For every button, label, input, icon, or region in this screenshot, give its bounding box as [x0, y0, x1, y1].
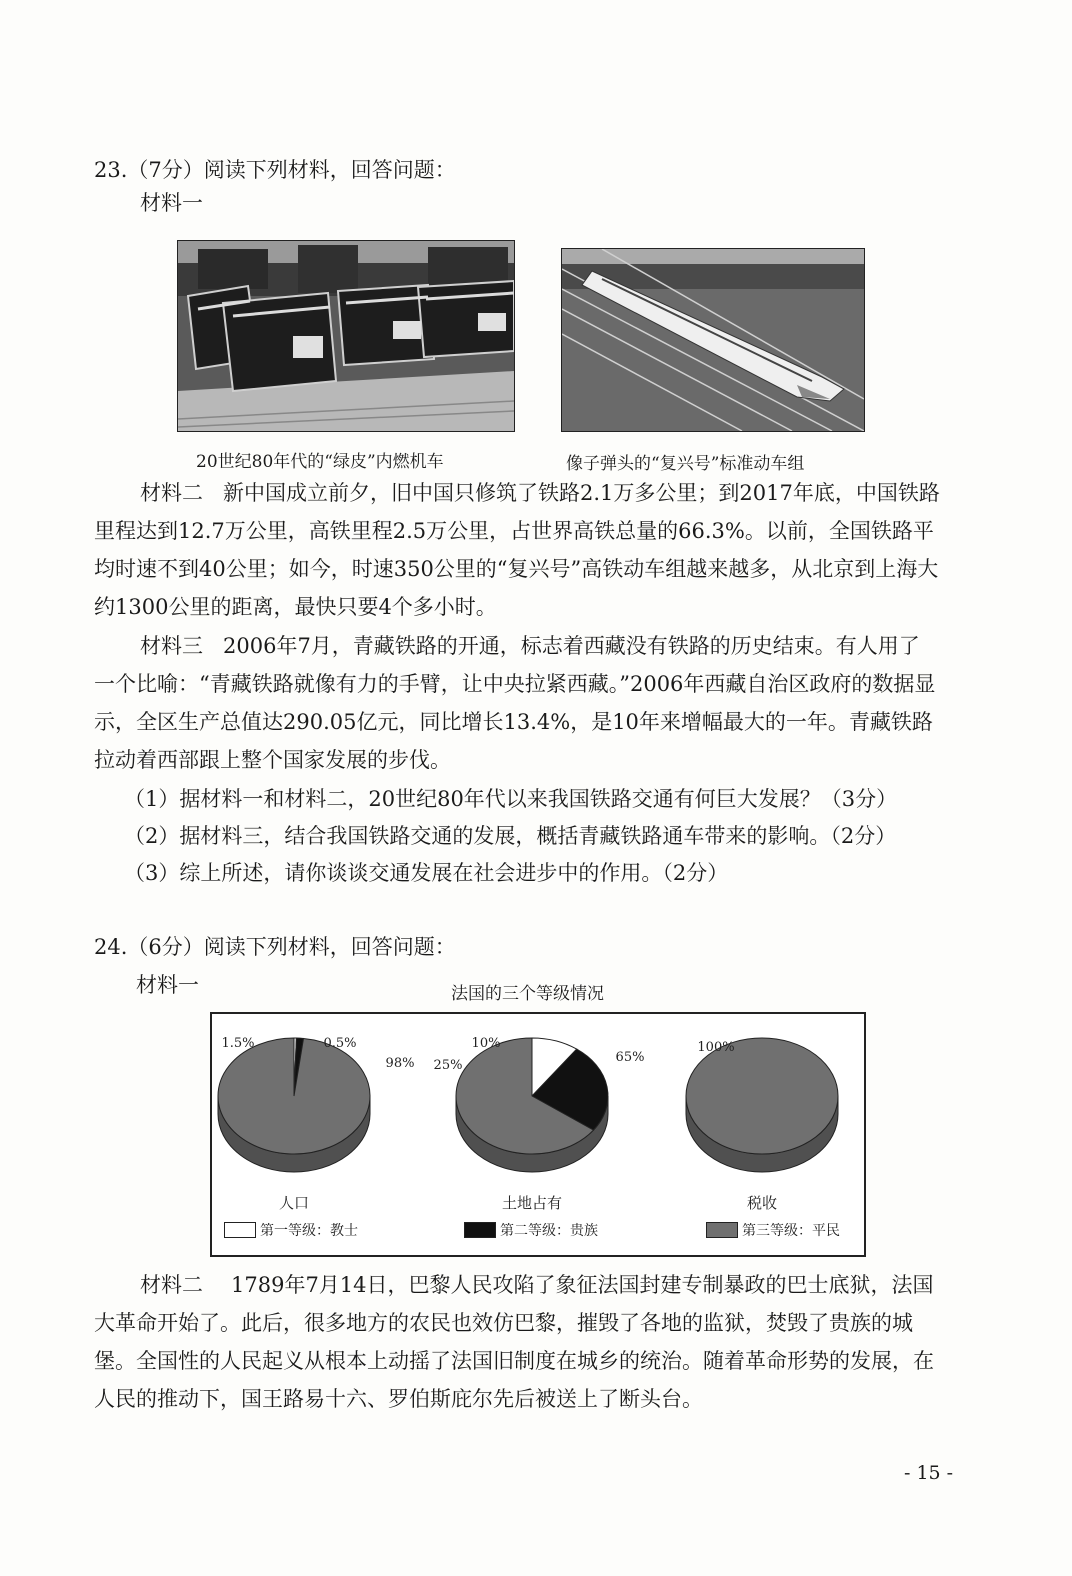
legend-item-commoners [706, 1220, 840, 1240]
legend-item-nobility [464, 1220, 598, 1240]
pie-population-label-clergy: 0.5% [323, 1036, 357, 1051]
question-23-title: 23.（7分）阅读下列材料，回答问题： [94, 158, 456, 182]
q23-material-1-label: 材料一 [140, 191, 203, 215]
pie-taxes-slice-commoners [686, 1038, 838, 1154]
pie-taxes-name: 税收 [746, 1194, 778, 1212]
page-number: - 15 - [904, 1462, 954, 1484]
legend-item-clergy [224, 1220, 358, 1240]
q23-material-3 [94, 627, 940, 779]
q23-subquestion-3: （3）综上所述，请你谈谈交通发展在社会进步中的作用。（2分） [124, 861, 729, 885]
pie-land-name: 土地占有 [501, 1194, 563, 1212]
diesel-locomotive-illustration [178, 241, 514, 431]
pie-taxes-label-commoners: 100% [697, 1040, 735, 1055]
q23-material-2-text: 新中国成立前夕，旧中国只修筑了铁路2.1万多公里；到2017年底，中国铁路里程达到12.7万公里，高铁里程2.5万公里，占世界高铁总量的66.3%。以前，全国铁路平均时速不到40公里；如今，时速350公里的“复兴号”高铁动车组越来越多，从北京到上海大约1300公里的距离，最快只要4个多小时。 [94, 481, 940, 619]
diesel-locomotive-photo [177, 240, 515, 432]
legend-label-clergy: 第一等级：教士 [260, 1223, 358, 1239]
q23-material-3-label: 材料三 [140, 634, 203, 658]
pie-population-label-nobility: 1.5% [221, 1036, 255, 1051]
legend-swatch-clergy [224, 1222, 256, 1238]
pie-land-label-nobility: 25% [433, 1058, 463, 1073]
chart-title: 法国的三个等级情况 [451, 984, 604, 1004]
fuxing-photo-caption: 像子弹头的“复兴号”标准动车组 [566, 454, 805, 474]
q24-material-2 [94, 1266, 940, 1418]
pie-land-label-clergy: 10% [471, 1036, 501, 1051]
q23-subquestion-2: （2）据材料三，结合我国铁路交通的发展，概括青藏铁路通车带来的影响。（2分） [124, 824, 897, 848]
q24-material-2-text: 1789年7月14日，巴黎人民攻陷了象征法国封建专制暴政的巴士底狱，法国大革命开始了。此后，很多地方的农民也效仿巴黎，摧毁了各地的监狱，焚毁了贵族的城堡。全国性的人民起义从根本上动摇了法国旧制度在城乡的统治。随着革命形势的发展，在人民的推动下，国王路易十六、罗伯斯庇尔先后被送上了断头台。 [94, 1273, 934, 1411]
legend-swatch-commoners [706, 1222, 738, 1238]
q23-material-2 [94, 474, 940, 626]
question-24-title: 24.（6分）阅读下列材料，回答问题： [94, 935, 456, 959]
legend-label-nobility: 第二等级：贵族 [500, 1223, 598, 1239]
q23-material-3-text: 2006年7月，青藏铁路的开通，标志着西藏没有铁路的历史结束。有人用了一个比喻：“青藏铁路就像有力的手臂，让中央拉紧西藏。”2006年西藏自治区政府的数据显示，全区生产总值达290.05亿元，同比增长13.4%，是10年来增幅最大的一年。青藏铁路拉动着西部跟上整个国家发展的步伐。 [94, 634, 936, 772]
q24-material-1-label: 材料一 [136, 973, 199, 997]
pie-chart-canvas [212, 1014, 864, 1255]
pie-land-label-commoners: 65% [615, 1050, 645, 1065]
estates-pie-chart [210, 1012, 866, 1257]
pie-population-name: 人口 [278, 1194, 310, 1212]
legend-swatch-nobility [464, 1222, 496, 1238]
pie-population-label-commoners: 98% [385, 1056, 415, 1071]
q24-material-2-label: 材料二 [140, 1273, 203, 1297]
pie-population-slice-commoners [218, 1038, 370, 1154]
q23-subquestion-1: （1）据材料一和材料二，20世纪80年代以来我国铁路交通有何巨大发展？（3分） [124, 787, 898, 811]
legend-label-commoners: 第三等级：平民 [742, 1223, 840, 1239]
diesel-photo-caption: 20世纪80年代的“绿皮”内燃机车 [196, 452, 444, 472]
q23-material-2-label: 材料二 [140, 481, 203, 505]
fuxing-train-illustration [562, 249, 864, 431]
fuxing-train-photo [561, 248, 865, 432]
